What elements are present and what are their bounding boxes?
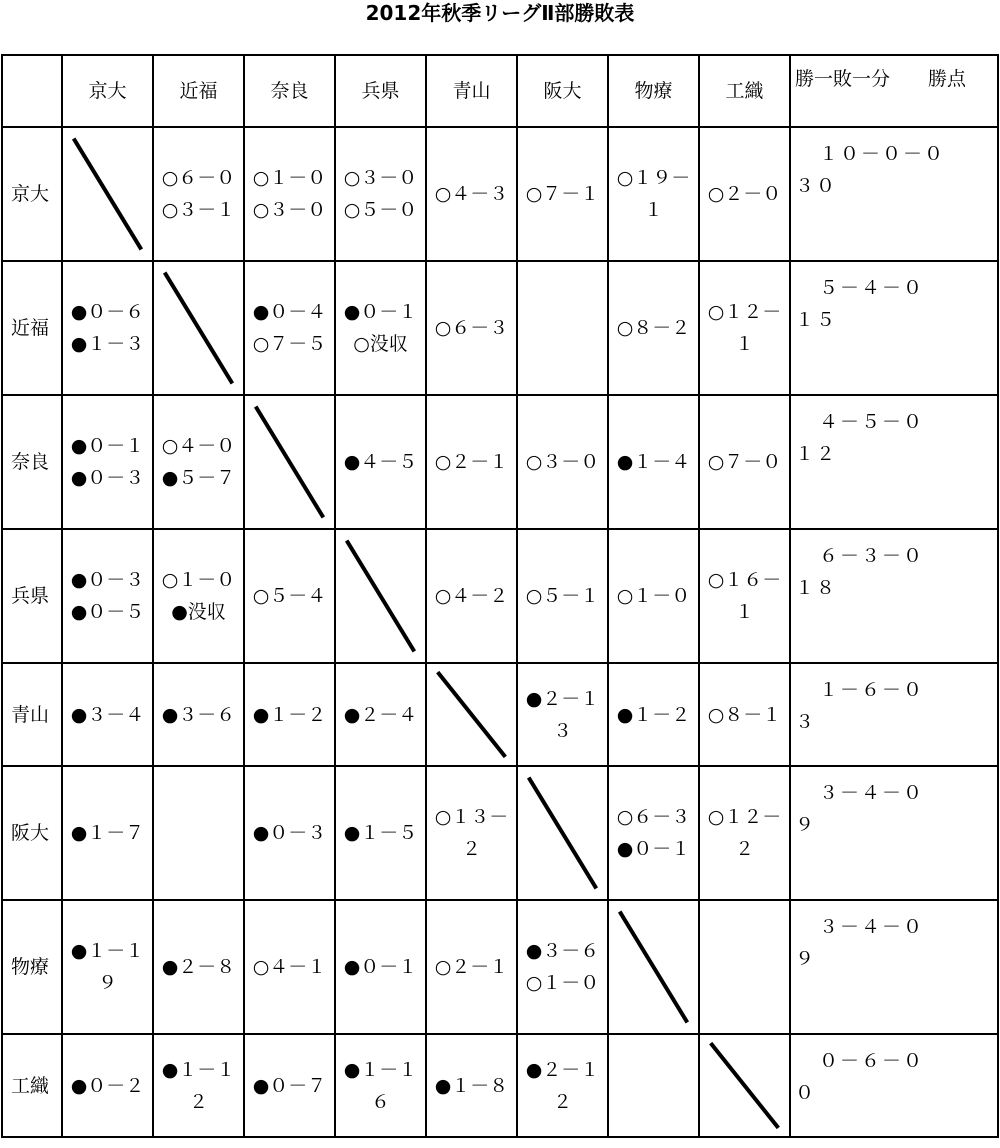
diagonal-slash-icon — [700, 1035, 789, 1136]
table-row — [2, 261, 998, 395]
standings-table — [1, 54, 999, 1138]
diagonal-cell — [62, 127, 153, 261]
table-row — [2, 127, 998, 261]
result-cell: ○１－０ ○３－０ — [244, 127, 335, 261]
result-cell: ○８－２ — [608, 261, 699, 395]
row-header: 奈良 — [2, 395, 62, 529]
result-cell: ○１－０ — [608, 529, 699, 663]
diagonal-cell — [699, 1034, 790, 1137]
result-cell — [699, 900, 790, 1034]
points-text: ３０ — [795, 175, 838, 197]
result-cell: ○１３－２ — [426, 766, 517, 900]
points-text: １２ — [795, 443, 838, 465]
result-cell: ○８－１ — [699, 663, 790, 766]
result-cell: ○４－１ — [244, 900, 335, 1034]
diagonal-cell — [608, 900, 699, 1034]
diagonal-cell — [153, 261, 244, 395]
row-header: 兵県 — [2, 529, 62, 663]
points-text: ０ — [795, 1082, 817, 1104]
record-text: ５－４－０ — [819, 277, 925, 299]
summary-cell — [790, 1034, 998, 1137]
result-cell: ○１６－１ — [699, 529, 790, 663]
column-header-8: 工織 — [699, 55, 790, 127]
diagonal-cell — [244, 395, 335, 529]
page-title: 2012年秋季リーグⅡ部勝敗表 — [365, 1, 635, 25]
diagonal-slash-icon — [518, 767, 607, 899]
record-text: ４－５－０ — [819, 411, 925, 433]
result-cell: ○２－０ — [699, 127, 790, 261]
summary-cell — [790, 395, 998, 529]
table-row — [2, 766, 998, 900]
points-text: ３ — [795, 711, 817, 733]
column-header-6: 阪大 — [517, 55, 608, 127]
row-header: 京大 — [2, 127, 62, 261]
summary-cell — [790, 261, 998, 395]
table-row — [2, 529, 998, 663]
row-header: 工織 — [2, 1034, 62, 1137]
result-cell: ●１－７ — [62, 766, 153, 900]
result-cell: ●０－１ ●０－３ — [62, 395, 153, 529]
summary-cell — [790, 529, 998, 663]
result-cell: ●０－２ — [62, 1034, 153, 1137]
result-cell: ○１９－１ — [608, 127, 699, 261]
result-cell: ●３－６ ○１－０ — [517, 900, 608, 1034]
header-row — [2, 55, 998, 127]
diagonal-slash-icon — [336, 530, 425, 662]
table-row — [2, 395, 998, 529]
result-cell: ●１－２ — [608, 663, 699, 766]
result-cell: ○４－０ ●５－７ — [153, 395, 244, 529]
result-cell: ●２－８ — [153, 900, 244, 1034]
diagonal-slash-icon — [245, 396, 334, 528]
diagonal-slash-icon — [63, 128, 152, 260]
record-text: ０－６－０ — [819, 1050, 925, 1072]
result-cell — [153, 766, 244, 900]
result-cell: ○５－１ — [517, 529, 608, 663]
diagonal-cell — [335, 529, 426, 663]
result-cell: ●１－５ — [335, 766, 426, 900]
result-cell: ○６－０ ○３－１ — [153, 127, 244, 261]
result-cell: ○１２－２ — [699, 766, 790, 900]
row-header: 青山 — [2, 663, 62, 766]
result-cell: ○１－０ ●没収 — [153, 529, 244, 663]
points-text: １５ — [795, 309, 838, 331]
column-header-2: 近福 — [153, 55, 244, 127]
result-cell: ●０－１ — [335, 900, 426, 1034]
points-text: ９ — [795, 814, 817, 836]
summary-cell — [790, 127, 998, 261]
result-cell: ●３－４ — [62, 663, 153, 766]
result-cell: ●０－３ — [244, 766, 335, 900]
column-header-4: 兵県 — [335, 55, 426, 127]
column-header-7: 物療 — [608, 55, 699, 127]
result-cell: ○６－３ — [426, 261, 517, 395]
result-cell: ●０－１ ○没収 — [335, 261, 426, 395]
points-text: ９ — [795, 948, 817, 970]
diagonal-slash-icon — [609, 901, 698, 1033]
diagonal-cell — [517, 766, 608, 900]
result-cell: ○３－０ ○５－０ — [335, 127, 426, 261]
column-header-3: 奈良 — [244, 55, 335, 127]
result-cell — [517, 261, 608, 395]
result-cell: ●１－２ — [244, 663, 335, 766]
diagonal-slash-icon — [427, 664, 516, 765]
points-text: １８ — [795, 577, 838, 599]
row-header: 物療 — [2, 900, 62, 1034]
record-text: ３－４－０ — [819, 782, 925, 804]
table-row — [2, 900, 998, 1034]
result-cell: ○５－４ — [244, 529, 335, 663]
column-header-1: 京大 — [62, 55, 153, 127]
summary-header: 勝一敗一分 勝点 — [790, 55, 998, 127]
record-text: ６－３－０ — [819, 545, 925, 567]
row-header: 近福 — [2, 261, 62, 395]
result-cell — [608, 1034, 699, 1137]
result-cell: ●０－７ — [244, 1034, 335, 1137]
result-cell: ●４－５ — [335, 395, 426, 529]
diagonal-slash-icon — [154, 262, 243, 394]
record-text: １０－０－０ — [819, 143, 946, 165]
result-cell: ●１－４ — [608, 395, 699, 529]
record-text: １－６－０ — [819, 679, 925, 701]
result-cell: ○２－１ — [426, 395, 517, 529]
result-cell: ○６－３ ●０－１ — [608, 766, 699, 900]
summary-cell — [790, 900, 998, 1034]
result-cell: ●０－６ ●１－３ — [62, 261, 153, 395]
result-cell: ○７－０ — [699, 395, 790, 529]
result-cell: ●２－４ — [335, 663, 426, 766]
record-text: ３－４－０ — [819, 916, 925, 938]
result-cell: ○２－１ — [426, 900, 517, 1034]
result-cell: ○３－０ — [517, 395, 608, 529]
row-header: 阪大 — [2, 766, 62, 900]
table-row — [2, 663, 998, 766]
result-cell: ●１－８ — [426, 1034, 517, 1137]
result-cell: ○４－２ — [426, 529, 517, 663]
result-cell: ○７－１ — [517, 127, 608, 261]
corner-cell — [2, 55, 62, 127]
table-row — [2, 1034, 998, 1137]
diagonal-cell — [426, 663, 517, 766]
result-cell: ●１－１６ — [335, 1034, 426, 1137]
result-cell: ●３－６ — [153, 663, 244, 766]
result-cell: ○１２－１ — [699, 261, 790, 395]
result-cell: ●０－３ ●０－５ — [62, 529, 153, 663]
result-cell: ●１－１２ — [153, 1034, 244, 1137]
column-header-5: 青山 — [426, 55, 517, 127]
summary-cell — [790, 766, 998, 900]
result-cell: ●０－４ ○７－５ — [244, 261, 335, 395]
result-cell: ○４－３ — [426, 127, 517, 261]
result-cell: ●２－１２ — [517, 1034, 608, 1137]
summary-cell — [790, 663, 998, 766]
result-cell: ●２－１３ — [517, 663, 608, 766]
result-cell: ●１－１９ — [62, 900, 153, 1034]
